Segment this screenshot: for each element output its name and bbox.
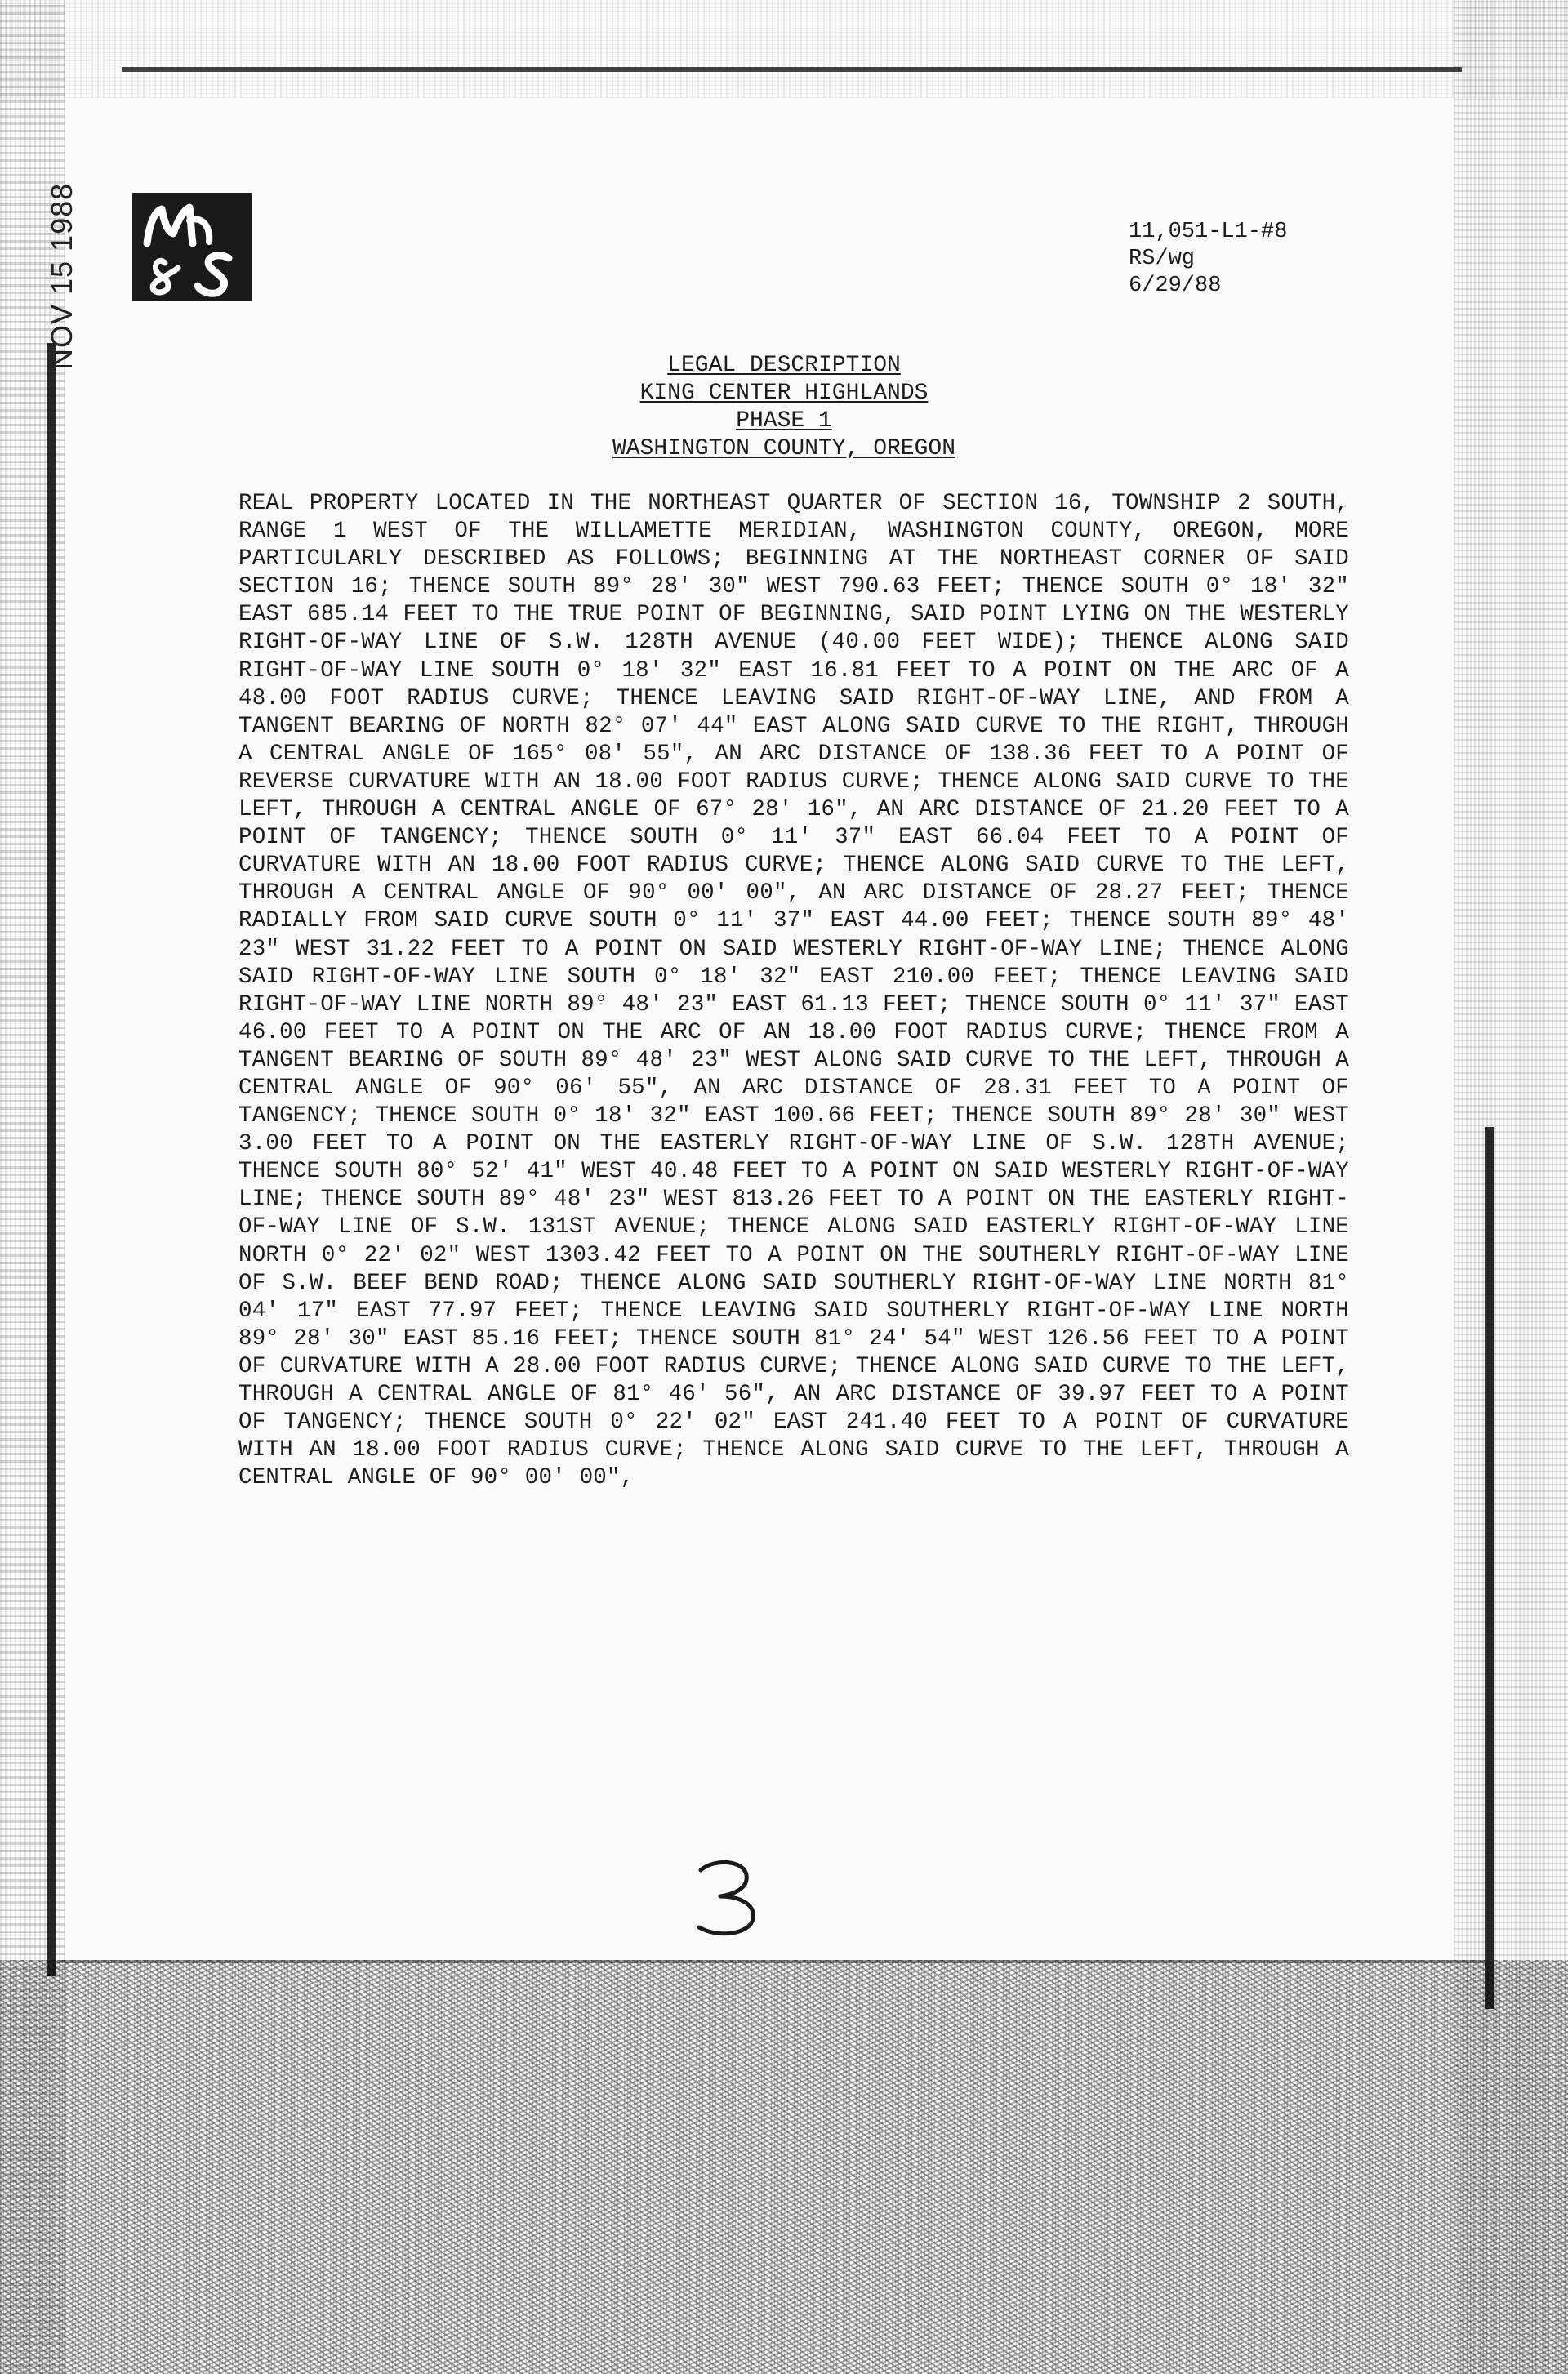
reference-block	[1129, 219, 1374, 300]
title-line-2: KING CENTER HIGHLANDS	[639, 381, 929, 406]
legal-description-body: REAL PROPERTY LOCATED IN THE NORTHEAST QUARTER OF SECTION 16, TOWNSHIP 2 SOUTH, RANGE 1 WEST OF THE WILLAMETTE MERIDIAN, WASHINGTON COUNTY, OREGON, MORE PARTICULARLY DESCRIBED AS FOLLOWS; BEGINNING AT THE NORTHEAST CORNER OF SAID SECTION 16; THENCE SOUTH 89° 28' 30" WEST 790.63 FEET; THENCE SOUTH 0° 18' 32" EAST 685.14 FEET TO THE TRUE POINT OF BEGINNING, SAID POINT LYING ON THE WESTERLY RIGHT-OF-WAY LINE OF S.W. 128TH AVENUE (40.00 FEET WIDE); THENCE ALONG SAID RIGHT-OF-WAY LINE SOUTH 0° 18' 32" EAST 16.81 FEET TO A POINT ON THE ARC OF A 48.00 FOOT RADIUS CURVE; THENCE LEAVING SAID RIGHT-OF-WAY LINE, AND FROM A TANGENT BEARING OF NORTH 82° 07' 44" EAST ALONG SAID CURVE TO THE RIGHT, THROUGH A CENTRAL ANGLE OF 165° 08' 55", AN ARC DISTANCE OF 138.36 FEET TO A POINT OF REVERSE CURVATURE WITH AN 18.00 FOOT RADIUS CURVE; THENCE ALONG SAID CURVE TO THE LEFT, THROUGH A CENTRAL ANGLE OF 67° 28' 16", AN ARC DISTANCE OF 21.20 FEET TO A POINT OF TANGENCY; THENCE SOUTH 0° 11' 37" EAST 66.04 FEET TO A POINT OF CURVATURE WITH AN 18.00 FOOT RADIUS CURVE; THENCE ALONG SAID CURVE TO THE LEFT, THROUGH A CENTRAL ANGLE OF 90° 00' 00", AN ARC DISTANCE OF 28.27 FEET; THENCE RADIALLY FROM SAID CURVE SOUTH 0° 11' 37" EAST 44.00 FEET; THENCE SOUTH 89° 48' 23" WEST 31.22 FEET TO A POINT ON SAID WESTERLY RIGHT-OF-WAY LINE; THENCE ALONG SAID RIGHT-OF-WAY LINE SOUTH 0° 18' 32" EAST 210.00 FEET; THENCE LEAVING SAID RIGHT-OF-WAY LINE NORTH 89° 48' 23" EAST 61.13 FEET; THENCE SOUTH 0° 11' 37" EAST 46.00 FEET TO A POINT ON THE ARC OF AN 18.00 FOOT RADIUS CURVE; THENCE FROM A TANGENT BEARING OF SOUTH 89° 48' 23" WEST ALONG SAID CURVE TO THE LEFT, THROUGH A CENTRAL ANGLE OF 90° 06' 55", AN ARC DISTANCE OF 28.31 FEET TO A POINT OF TANGENCY; THENCE SOUTH 0° 18' 32" EAST 100.66 FEET; THENCE SOUTH 89° 28' 30" WEST 3.00 FEET TO A POINT ON THE EASTERLY RIGHT-OF-WAY LINE OF S.W. 128TH AVENUE; THENCE SOUTH 80° 52' 41" WEST 40.48 FEET TO A POINT ON SAID WESTERLY RIGHT-OF-WAY LINE; THENCE SOUTH 89° 48' 23" WEST 813.26 FEET TO A POINT ON THE EASTERLY RIGHT-OF-WAY LINE OF S.W. 131ST AVENUE; THENCE ALONG SAID EASTERLY RIGHT-OF-WAY LINE NORTH 0° 22' 02" WEST 1303.42 FEET TO A POINT ON THE SOUTHERLY RIGHT-OF-WAY LINE OF S.W. BEEF BEND ROAD; THENCE ALONG SAID SOUTHERLY RIGHT-OF-WAY LINE NORTH 81° 04' 17" EAST 77.97 FEET; THENCE LEAVING SAID SOUTHERLY RIGHT-OF-WAY LINE NORTH 89° 28' 30" EAST 85.16 FEET; THENCE SOUTH 81° 24' 54" WEST 126.56 FEET TO A POINT OF CURVATURE WITH A 28.00 FOOT RADIUS CURVE; THENCE ALONG SAID CURVE TO THE LEFT, THROUGH A CENTRAL ANGLE OF 81° 46' 56", AN ARC DISTANCE OF 39.97 FEET TO A POINT OF TANGENCY; THENCE SOUTH 0° 22' 02" EAST 241.40 FEET TO A POINT OF CURVATURE WITH AN 18.00 FOOT RADIUS CURVE; THENCE ALONG SAID CURVE TO THE LEFT, THROUGH A CENTRAL ANGLE OF 90° 00' 00",	[238, 491, 1349, 1491]
title-line-4: WASHINGTON COUNTY, OREGON	[612, 436, 956, 461]
scan-right-edge-line	[1485, 1127, 1494, 2009]
document-date: 6/29/88	[1129, 274, 1222, 298]
stamp-date-text: NOV 15 1988	[45, 182, 78, 370]
received-date-stamp	[23, 151, 96, 372]
scan-noise-bottom	[0, 1960, 1568, 2374]
title-line-3: PHASE 1	[736, 408, 832, 434]
scan-noise-top	[0, 0, 1568, 98]
file-number: 11,051-L1-#8	[1129, 220, 1288, 244]
ms-logo-graphic	[132, 193, 252, 301]
page-number-text: 3	[683, 1852, 684, 1853]
page-number-glyph	[683, 1852, 773, 1942]
title-line-1: LEGAL DESCRIPTION	[667, 353, 901, 378]
scan-left-edge-line	[47, 343, 56, 1976]
handwritten-page-number	[683, 1852, 773, 1942]
ms-logo-icon	[132, 193, 252, 301]
document-title-block	[408, 352, 1160, 463]
scan-top-edge-line	[122, 67, 1462, 72]
author-initials: RS/wg	[1129, 247, 1196, 271]
